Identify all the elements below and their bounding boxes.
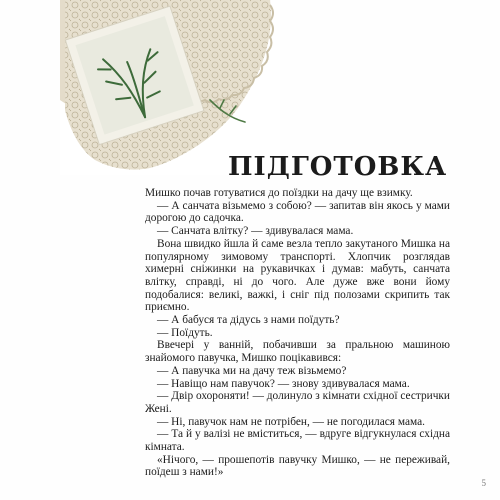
paragraph: — Санчата влітку? — здивувалася мама. xyxy=(157,225,354,238)
paragraph: Вона швидко йшла й саме везла тепло закутаного Мишка на популярному зимовому транспорті. Хлопчик розглядав химерні сніжинки на рукавичках і думав: мабуть, санчата влітку, справді, ні до чого. Але дуже вже вони йому подобалися: великі, важкі, і сніг під полозами скрипить так приємно. xyxy=(145,237,450,314)
doily-plant-picture xyxy=(60,0,280,175)
chapter-body xyxy=(145,187,450,479)
paragraph: — Двір охороняти! — долинуло з кімнати східної сестрички Жені. xyxy=(145,390,450,415)
paragraph: — А санчата візьмемо з собою? — запитав він якось у мами дорогою до садочка. xyxy=(145,199,450,225)
paragraph: «Нічого, — прошепотів павучку Мишко, — не переживай, поїдеш з нами!» xyxy=(145,453,450,479)
doily-illustration xyxy=(60,0,280,175)
paragraph: Ввечері у ванній, побачивши за пральною машиною знайомого павучка, Мишко поцікавився: xyxy=(145,339,450,365)
page-number: 5 xyxy=(481,478,486,488)
paragraph: Мишко почав готуватися до поїздки на дачу ще взимку. xyxy=(145,187,413,199)
paragraph: — А павучка ми на дачу теж візьмемо? xyxy=(157,364,347,377)
chapter-title: ПІДГОТОВКА xyxy=(228,152,448,182)
paragraph: — Та й у валізі не вміститься, — вдруге відгукнулася східна кімната. xyxy=(145,428,450,454)
paragraph: — А бабуся та дідусь з нами поїдуть? xyxy=(157,314,340,327)
paragraph: — Ні, павучок нам не потрібен, — не погодилася мама. xyxy=(157,415,425,428)
paragraph: — Навіщо нам павучок? — знову здивувалася мама. xyxy=(157,377,410,390)
paragraph: — Поїдуть. xyxy=(157,326,213,339)
